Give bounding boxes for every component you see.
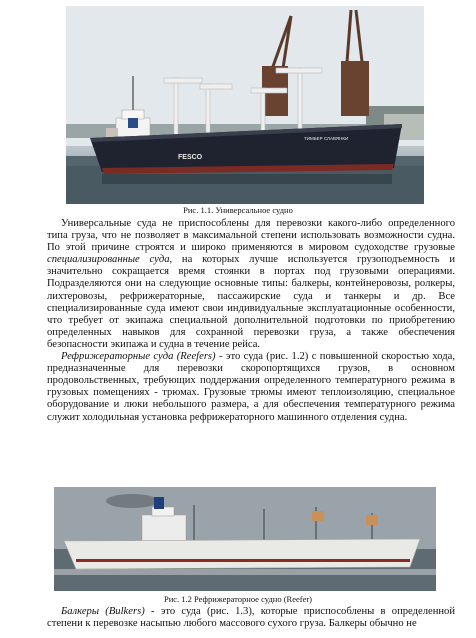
paragraph-reefers: [47, 351, 455, 424]
reefer-ship-illustration: [54, 487, 436, 591]
figure-2-caption: Рис. 1.2 Рефрижераторное судно (Reefer): [163, 594, 313, 604]
reefer-ship-photo: [54, 487, 436, 591]
ship-name-marking: ТИМБЕР СЛАВЯНКИ: [304, 136, 349, 141]
figure-1-caption: Рис. 1.1. Универсальное судно: [183, 205, 293, 215]
paragraph-1-text-b: на которых лучше используется грузоподъемность и значительно сокращается время стоянки в портах под грузовыми операциями. Подразделяются они на следующие основные типы: балкеры, контейнеровозы, ролкеры, лихтеровозы, рефрижераторные, пассажирские суда и танкеры и др. Все специализированные суда имеют свои индивидуальные эксплуатационные особенности, что требует от экипажа специальной дополнительной подготовки по приобретению определенных навыков для сохранной перевозки груза, а также обеспечения безопасности экипажа и судна в течение рейса.: [47, 254, 455, 350]
main-text-block: [47, 218, 455, 424]
paragraph-1-text-a: Универсальные суда не приспособлены для перевозки какого-либо определенного типа груза, что не позволяет в максимальной степени использовать возможности судна. По этой причине строятся и широко применяются в мировом судоходстве грузовые: [47, 218, 455, 254]
universal-ship-illustration: [66, 6, 424, 204]
universal-ship-photo: [66, 6, 424, 204]
paragraph-1-italic-term: специализированные суда,: [47, 254, 173, 266]
paragraph-3-italic-term: Балкеры (Bulkers): [61, 606, 145, 617]
hull-marking: FESCO: [178, 154, 203, 161]
paragraph-2-text: - это суда (рис. 1.2) с повышенной скоростью хода, предназначенные для перевозки скоропортящихся грузов, в основном продовольственных, требующих поддержания определенного температурного режима в грузовых помещениях - трюмах. Грузовые трюмы имеют теплоизоляцию, специальное оборудование и люки небольшого размера, а для обеспечения температурного режима служит холодильная установка рефрижераторного машинного отделения судна.: [47, 351, 455, 423]
bulkers-text-block: [47, 606, 455, 630]
paragraph-3-text: - это суда (рис. 1.3), которые приспособлены в определенной степени к перевозке насыпью любого массового сухого груза. Балкеры обычно не: [47, 606, 455, 630]
paragraph-bulkers: [47, 606, 455, 630]
paragraph-universal-ships: [47, 218, 455, 351]
paragraph-2-italic-term: Рефрижераторные суда (Reefers): [61, 351, 216, 363]
